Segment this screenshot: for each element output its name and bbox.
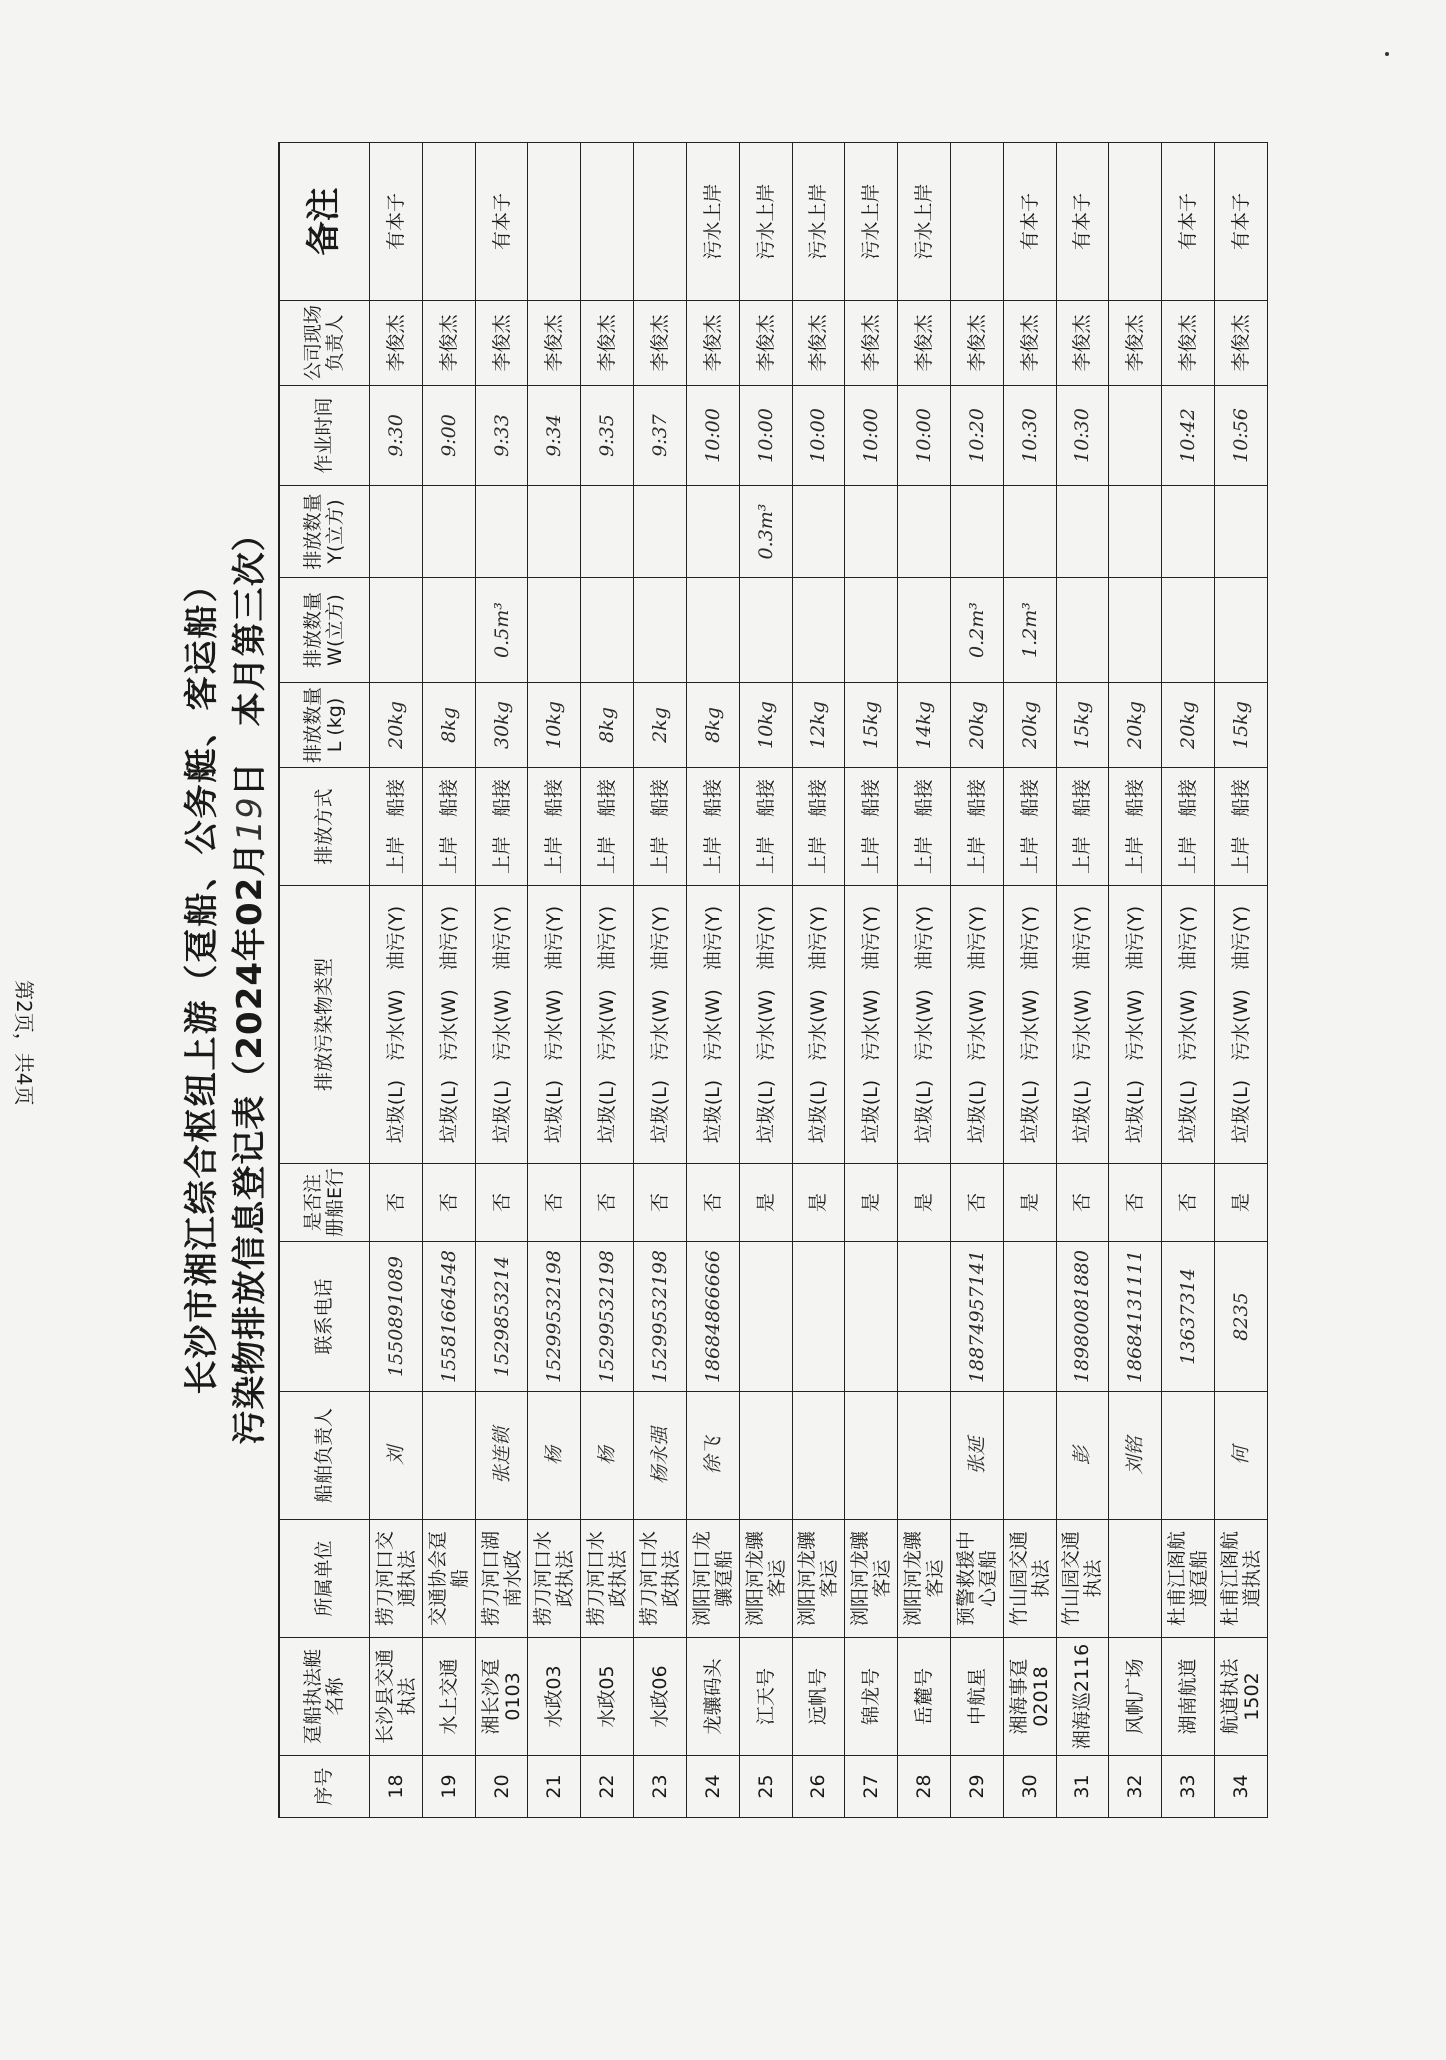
emission-table (278, 142, 1268, 1818)
row-registered: 否 (634, 1164, 687, 1242)
row-type: 垃圾(L) 污水(W) 油污(Y) (739, 886, 792, 1164)
row-qty-y (1109, 486, 1162, 578)
row-phone: 1529853214 (475, 1242, 528, 1392)
row-qty-l: 10kg (528, 683, 581, 768)
header-method: 排放方式 (279, 768, 370, 886)
row-registered: 否 (581, 1164, 634, 1242)
row-unit: 浏阳河龙骧客运 (739, 1520, 792, 1638)
row-qty-y (845, 486, 898, 578)
row-company: 李俊杰 (1003, 301, 1056, 386)
row-name: 水政03 (528, 1638, 581, 1756)
row-manager: 杨永强 (634, 1392, 687, 1520)
row-time: 10:00 (686, 386, 739, 486)
row-method: 上岸 船接 (634, 768, 687, 886)
row-method: 上岸 船接 (1109, 768, 1162, 886)
table-row (898, 143, 951, 1818)
row-company: 李俊杰 (475, 301, 528, 386)
row-seq: 20 (475, 1756, 528, 1818)
row-company: 李俊杰 (581, 301, 634, 386)
row-name: 水政06 (634, 1638, 687, 1756)
header-qty-y: 排放数量Y(立方) (279, 486, 370, 578)
row-qty-y (1003, 486, 1056, 578)
row-seq: 34 (1215, 1756, 1268, 1818)
row-method: 上岸 船接 (898, 768, 951, 886)
row-manager (739, 1392, 792, 1520)
row-company: 李俊杰 (1056, 301, 1109, 386)
row-phone: 18874957141 (950, 1242, 1003, 1392)
row-remark (634, 143, 687, 301)
scan-dot (1385, 52, 1389, 56)
row-qty-w (845, 578, 898, 683)
row-qty-l: 20kg (1162, 683, 1215, 768)
row-name: 湘海事趸02018 (1003, 1638, 1056, 1756)
row-type: 垃圾(L) 污水(W) 油污(Y) (370, 886, 423, 1164)
row-seq: 32 (1109, 1756, 1162, 1818)
row-registered: 是 (845, 1164, 898, 1242)
row-time: 10:20 (950, 386, 1003, 486)
row-phone: 18684131111 (1109, 1242, 1162, 1392)
row-company: 李俊杰 (739, 301, 792, 386)
row-manager (898, 1392, 951, 1520)
row-manager (792, 1392, 845, 1520)
row-remark: 污水上岸 (739, 143, 792, 301)
row-qty-y (528, 486, 581, 578)
row-method: 上岸 船接 (1215, 768, 1268, 886)
row-unit: 预警救援中心趸船 (950, 1520, 1003, 1638)
row-seq: 26 (792, 1756, 845, 1818)
row-company: 李俊杰 (1109, 301, 1162, 386)
row-phone (1003, 1242, 1056, 1392)
row-qty-l: 8kg (686, 683, 739, 768)
row-phone (792, 1242, 845, 1392)
row-qty-w: 0.2m³ (950, 578, 1003, 683)
row-qty-w (1215, 578, 1268, 683)
row-seq: 31 (1056, 1756, 1109, 1818)
row-registered: 是 (898, 1164, 951, 1242)
header-seq: 序号 (279, 1756, 370, 1818)
row-qty-l: 20kg (950, 683, 1003, 768)
row-qty-l: 2kg (634, 683, 687, 768)
row-unit: 竹山园交通执法 (1003, 1520, 1056, 1638)
header-remark: 备注 (279, 143, 370, 301)
row-remark: 污水上岸 (792, 143, 845, 301)
row-unit: 杜甫江阁航道趸船 (1162, 1520, 1215, 1638)
row-phone: 13637314 (1162, 1242, 1215, 1392)
row-registered: 否 (1056, 1164, 1109, 1242)
header-qty-l: 排放数量L (kg) (279, 683, 370, 768)
row-qty-l: 15kg (845, 683, 898, 768)
row-type: 垃圾(L) 污水(W) 油污(Y) (1215, 886, 1268, 1164)
header-company: 公司现场负责人 (279, 301, 370, 386)
row-name: 航道执法1502 (1215, 1638, 1268, 1756)
row-type: 垃圾(L) 污水(W) 油污(Y) (1056, 886, 1109, 1164)
row-unit: 交通协会趸船 (422, 1520, 475, 1638)
row-qty-w (898, 578, 951, 683)
row-qty-w (686, 578, 739, 683)
table-row (1162, 143, 1215, 1818)
row-name: 风帆广场 (1109, 1638, 1162, 1756)
row-registered: 否 (686, 1164, 739, 1242)
row-unit: 浏阳河龙骧客运 (898, 1520, 951, 1638)
row-qty-y (950, 486, 1003, 578)
row-qty-w (1162, 578, 1215, 683)
row-remark: 有本子 (1162, 143, 1215, 301)
row-name: 龙骧码头 (686, 1638, 739, 1756)
row-qty-y (475, 486, 528, 578)
row-manager: 刘 (370, 1392, 423, 1520)
header-qty-w: 排放数量W(立方) (279, 578, 370, 683)
row-qty-w: 0.5m³ (475, 578, 528, 683)
row-type: 垃圾(L) 污水(W) 油污(Y) (845, 886, 898, 1164)
row-seq: 29 (950, 1756, 1003, 1818)
row-method: 上岸 船接 (1056, 768, 1109, 886)
row-remark (950, 143, 1003, 301)
row-registered: 否 (475, 1164, 528, 1242)
row-manager: 张延 (950, 1392, 1003, 1520)
row-time: 10:00 (898, 386, 951, 486)
row-type: 垃圾(L) 污水(W) 油污(Y) (950, 886, 1003, 1164)
title-day: 19 (230, 796, 270, 842)
row-name: 湘海巡2116 (1056, 1638, 1109, 1756)
row-seq: 19 (422, 1756, 475, 1818)
row-method: 上岸 船接 (581, 768, 634, 886)
row-phone: 8235 (1215, 1242, 1268, 1392)
row-qty-w (792, 578, 845, 683)
row-remark: 有本子 (370, 143, 423, 301)
row-company: 李俊杰 (1162, 301, 1215, 386)
row-company: 李俊杰 (528, 301, 581, 386)
row-phone: 15299532198 (581, 1242, 634, 1392)
row-time: 10:30 (1056, 386, 1109, 486)
row-qty-y (686, 486, 739, 578)
row-method: 上岸 船接 (370, 768, 423, 886)
table-row (686, 143, 739, 1818)
row-remark (528, 143, 581, 301)
table-row (1056, 143, 1109, 1818)
row-qty-l: 20kg (1109, 683, 1162, 768)
row-company: 李俊杰 (422, 301, 475, 386)
header-phone: 联系电话 (279, 1242, 370, 1392)
row-name: 江天号 (739, 1638, 792, 1756)
header-name: 趸船执法艇名称 (279, 1638, 370, 1756)
row-company: 李俊杰 (1215, 301, 1268, 386)
title-prefix: 污染物排放信息登记表（2024年02月 (230, 841, 270, 1445)
row-qty-l: 12kg (792, 683, 845, 768)
row-type: 垃圾(L) 污水(W) 油污(Y) (634, 886, 687, 1164)
row-unit: 浏阳河口龙骧趸船 (686, 1520, 739, 1638)
row-qty-l: 14kg (898, 683, 951, 768)
row-phone: 15299532198 (634, 1242, 687, 1392)
row-type: 垃圾(L) 污水(W) 油污(Y) (1109, 886, 1162, 1164)
row-qty-l: 20kg (1003, 683, 1056, 768)
row-phone: 18684866666 (686, 1242, 739, 1392)
row-qty-y (792, 486, 845, 578)
row-remark (422, 143, 475, 301)
row-manager (1162, 1392, 1215, 1520)
row-method: 上岸 船接 (792, 768, 845, 886)
row-type: 垃圾(L) 污水(W) 油污(Y) (898, 886, 951, 1164)
row-company: 李俊杰 (898, 301, 951, 386)
header-manager: 船舶负责人 (279, 1392, 370, 1520)
table-row (1003, 143, 1056, 1818)
row-seq: 24 (686, 1756, 739, 1818)
row-seq: 30 (1003, 1756, 1056, 1818)
header-unit: 所属单位 (279, 1520, 370, 1638)
row-time: 10:00 (845, 386, 898, 486)
row-registered: 否 (370, 1164, 423, 1242)
row-time: 10:00 (792, 386, 845, 486)
row-seq: 22 (581, 1756, 634, 1818)
row-qty-w (528, 578, 581, 683)
row-type: 垃圾(L) 污水(W) 油污(Y) (1162, 886, 1215, 1164)
title-suffix: 日 本月第三次） (230, 516, 270, 797)
table-row (1215, 143, 1268, 1818)
table-row (528, 143, 581, 1818)
row-qty-w (581, 578, 634, 683)
title-line-2 (222, 143, 271, 1818)
row-qty-l: 30kg (475, 683, 528, 768)
row-name: 湘长沙趸0103 (475, 1638, 528, 1756)
table-row (792, 143, 845, 1818)
row-registered: 否 (1109, 1164, 1162, 1242)
row-unit (1109, 1520, 1162, 1638)
row-manager: 张连锁 (475, 1392, 528, 1520)
row-manager: 刘铭 (1109, 1392, 1162, 1520)
row-unit: 捞刀河口湖南水政 (475, 1520, 528, 1638)
header-type: 排放污染物类型 (279, 886, 370, 1164)
row-type: 垃圾(L) 污水(W) 油污(Y) (528, 886, 581, 1164)
row-unit: 捞刀河口水政执法 (581, 1520, 634, 1638)
row-manager (422, 1392, 475, 1520)
row-phone (845, 1242, 898, 1392)
row-qty-y (581, 486, 634, 578)
row-company: 李俊杰 (950, 301, 1003, 386)
table-row (1109, 143, 1162, 1818)
row-name: 中航星 (950, 1638, 1003, 1756)
row-time: 9:30 (370, 386, 423, 486)
row-qty-y (422, 486, 475, 578)
row-remark (581, 143, 634, 301)
row-qty-w (1109, 578, 1162, 683)
row-type: 垃圾(L) 污水(W) 油污(Y) (475, 886, 528, 1164)
row-manager: 彭 (1056, 1392, 1109, 1520)
row-name: 岳麓号 (898, 1638, 951, 1756)
row-unit: 竹山园交通执法 (1056, 1520, 1109, 1638)
table-row (739, 143, 792, 1818)
row-method: 上岸 船接 (422, 768, 475, 886)
row-manager (1003, 1392, 1056, 1520)
row-type: 垃圾(L) 污水(W) 油污(Y) (581, 886, 634, 1164)
row-qty-y (634, 486, 687, 578)
row-qty-y (1056, 486, 1109, 578)
table-row (634, 143, 687, 1818)
row-unit: 浏阳河龙骧客运 (792, 1520, 845, 1638)
table-row (475, 143, 528, 1818)
row-phone: 1550891089 (370, 1242, 423, 1392)
row-name: 远帆号 (792, 1638, 845, 1756)
row-manager (845, 1392, 898, 1520)
table-row (370, 143, 423, 1818)
row-qty-l: 8kg (581, 683, 634, 768)
row-method: 上岸 船接 (845, 768, 898, 886)
row-method: 上岸 船接 (1003, 768, 1056, 886)
row-manager: 杨 (581, 1392, 634, 1520)
row-qty-y (370, 486, 423, 578)
row-qty-w (1056, 578, 1109, 683)
row-registered: 否 (1162, 1164, 1215, 1242)
header-registered: 是否注册船E行 (279, 1164, 370, 1242)
row-method: 上岸 船接 (475, 768, 528, 886)
row-manager: 何 (1215, 1392, 1268, 1520)
row-method: 上岸 船接 (950, 768, 1003, 886)
row-manager: 徐飞 (686, 1392, 739, 1520)
row-seq: 21 (528, 1756, 581, 1818)
row-qty-l: 15kg (1056, 683, 1109, 768)
row-remark (1109, 143, 1162, 301)
registration-sheet (168, 143, 1268, 1818)
row-company: 李俊杰 (792, 301, 845, 386)
row-qty-w (370, 578, 423, 683)
row-name: 水上交通 (422, 1638, 475, 1756)
row-seq: 25 (739, 1756, 792, 1818)
row-time (1109, 386, 1162, 486)
row-name: 锦龙号 (845, 1638, 898, 1756)
row-method: 上岸 船接 (739, 768, 792, 886)
row-remark: 有本子 (475, 143, 528, 301)
row-qty-y (898, 486, 951, 578)
row-time: 10:42 (1162, 386, 1215, 486)
row-registered: 是 (792, 1164, 845, 1242)
row-unit: 捞刀河口交通执法 (370, 1520, 423, 1638)
row-qty-w: 1.2m³ (1003, 578, 1056, 683)
row-method: 上岸 船接 (528, 768, 581, 886)
row-seq: 33 (1162, 1756, 1215, 1818)
table-row (845, 143, 898, 1818)
row-unit: 捞刀河口水政执法 (634, 1520, 687, 1638)
row-unit: 杜甫江阁航道执法 (1215, 1520, 1268, 1638)
row-qty-w (634, 578, 687, 683)
row-qty-y: 0.3m³ (739, 486, 792, 578)
row-seq: 28 (898, 1756, 951, 1818)
row-registered: 否 (950, 1164, 1003, 1242)
row-method: 上岸 船接 (686, 768, 739, 886)
row-seq: 18 (370, 1756, 423, 1818)
table-row (581, 143, 634, 1818)
row-time: 9:33 (475, 386, 528, 486)
row-unit: 浏阳河龙骧客运 (845, 1520, 898, 1638)
row-qty-l: 10kg (739, 683, 792, 768)
row-name: 湖南航道 (1162, 1638, 1215, 1756)
table-row (950, 143, 1003, 1818)
row-remark: 有本子 (1056, 143, 1109, 301)
table-row (422, 143, 475, 1818)
row-manager: 杨 (528, 1392, 581, 1520)
row-seq: 23 (634, 1756, 687, 1818)
row-remark: 污水上岸 (898, 143, 951, 301)
row-name: 长沙县交通执法 (370, 1638, 423, 1756)
row-unit: 捞刀河口水政执法 (528, 1520, 581, 1638)
row-qty-y (1215, 486, 1268, 578)
row-phone (739, 1242, 792, 1392)
row-registered: 是 (1215, 1164, 1268, 1242)
row-time: 10:00 (739, 386, 792, 486)
row-qty-l: 15kg (1215, 683, 1268, 768)
row-seq: 27 (845, 1756, 898, 1818)
row-qty-y (1162, 486, 1215, 578)
row-remark: 有本子 (1003, 143, 1056, 301)
table-body (370, 143, 1268, 1818)
row-time: 9:35 (581, 386, 634, 486)
row-registered: 否 (528, 1164, 581, 1242)
row-remark: 污水上岸 (845, 143, 898, 301)
row-qty-l: 8kg (422, 683, 475, 768)
row-remark: 污水上岸 (686, 143, 739, 301)
row-company: 李俊杰 (634, 301, 687, 386)
row-registered: 是 (739, 1164, 792, 1242)
row-company: 李俊杰 (370, 301, 423, 386)
row-registered: 否 (422, 1164, 475, 1242)
header-row (279, 143, 370, 1818)
row-time: 10:56 (1215, 386, 1268, 486)
row-phone (898, 1242, 951, 1392)
row-time: 9:37 (634, 386, 687, 486)
row-method: 上岸 船接 (1162, 768, 1215, 886)
row-name: 水政05 (581, 1638, 634, 1756)
row-qty-w (422, 578, 475, 683)
row-phone: 15299532198 (528, 1242, 581, 1392)
row-time: 10:30 (1003, 386, 1056, 486)
header-time: 作业时间 (279, 386, 370, 486)
row-time: 9:34 (528, 386, 581, 486)
row-phone: 18980081880 (1056, 1242, 1109, 1392)
title-line-1: 长沙市湘江综合枢纽上游（趸船、公务艇、客运船） (182, 566, 222, 1395)
row-company: 李俊杰 (845, 301, 898, 386)
row-qty-l: 20kg (370, 683, 423, 768)
row-phone: 15581664548 (422, 1242, 475, 1392)
row-time: 9:00 (422, 386, 475, 486)
row-type: 垃圾(L) 污水(W) 油污(Y) (686, 886, 739, 1164)
form-title (168, 143, 280, 1818)
row-company: 李俊杰 (686, 301, 739, 386)
row-remark: 有本子 (1215, 143, 1268, 301)
row-registered: 是 (1003, 1164, 1056, 1242)
row-qty-w (739, 578, 792, 683)
row-type: 垃圾(L) 污水(W) 油污(Y) (792, 886, 845, 1164)
row-type: 垃圾(L) 污水(W) 油污(Y) (422, 886, 475, 1164)
row-type: 垃圾(L) 污水(W) 油污(Y) (1003, 886, 1056, 1164)
page-footer: 第2页，共4页 (12, 980, 36, 1106)
